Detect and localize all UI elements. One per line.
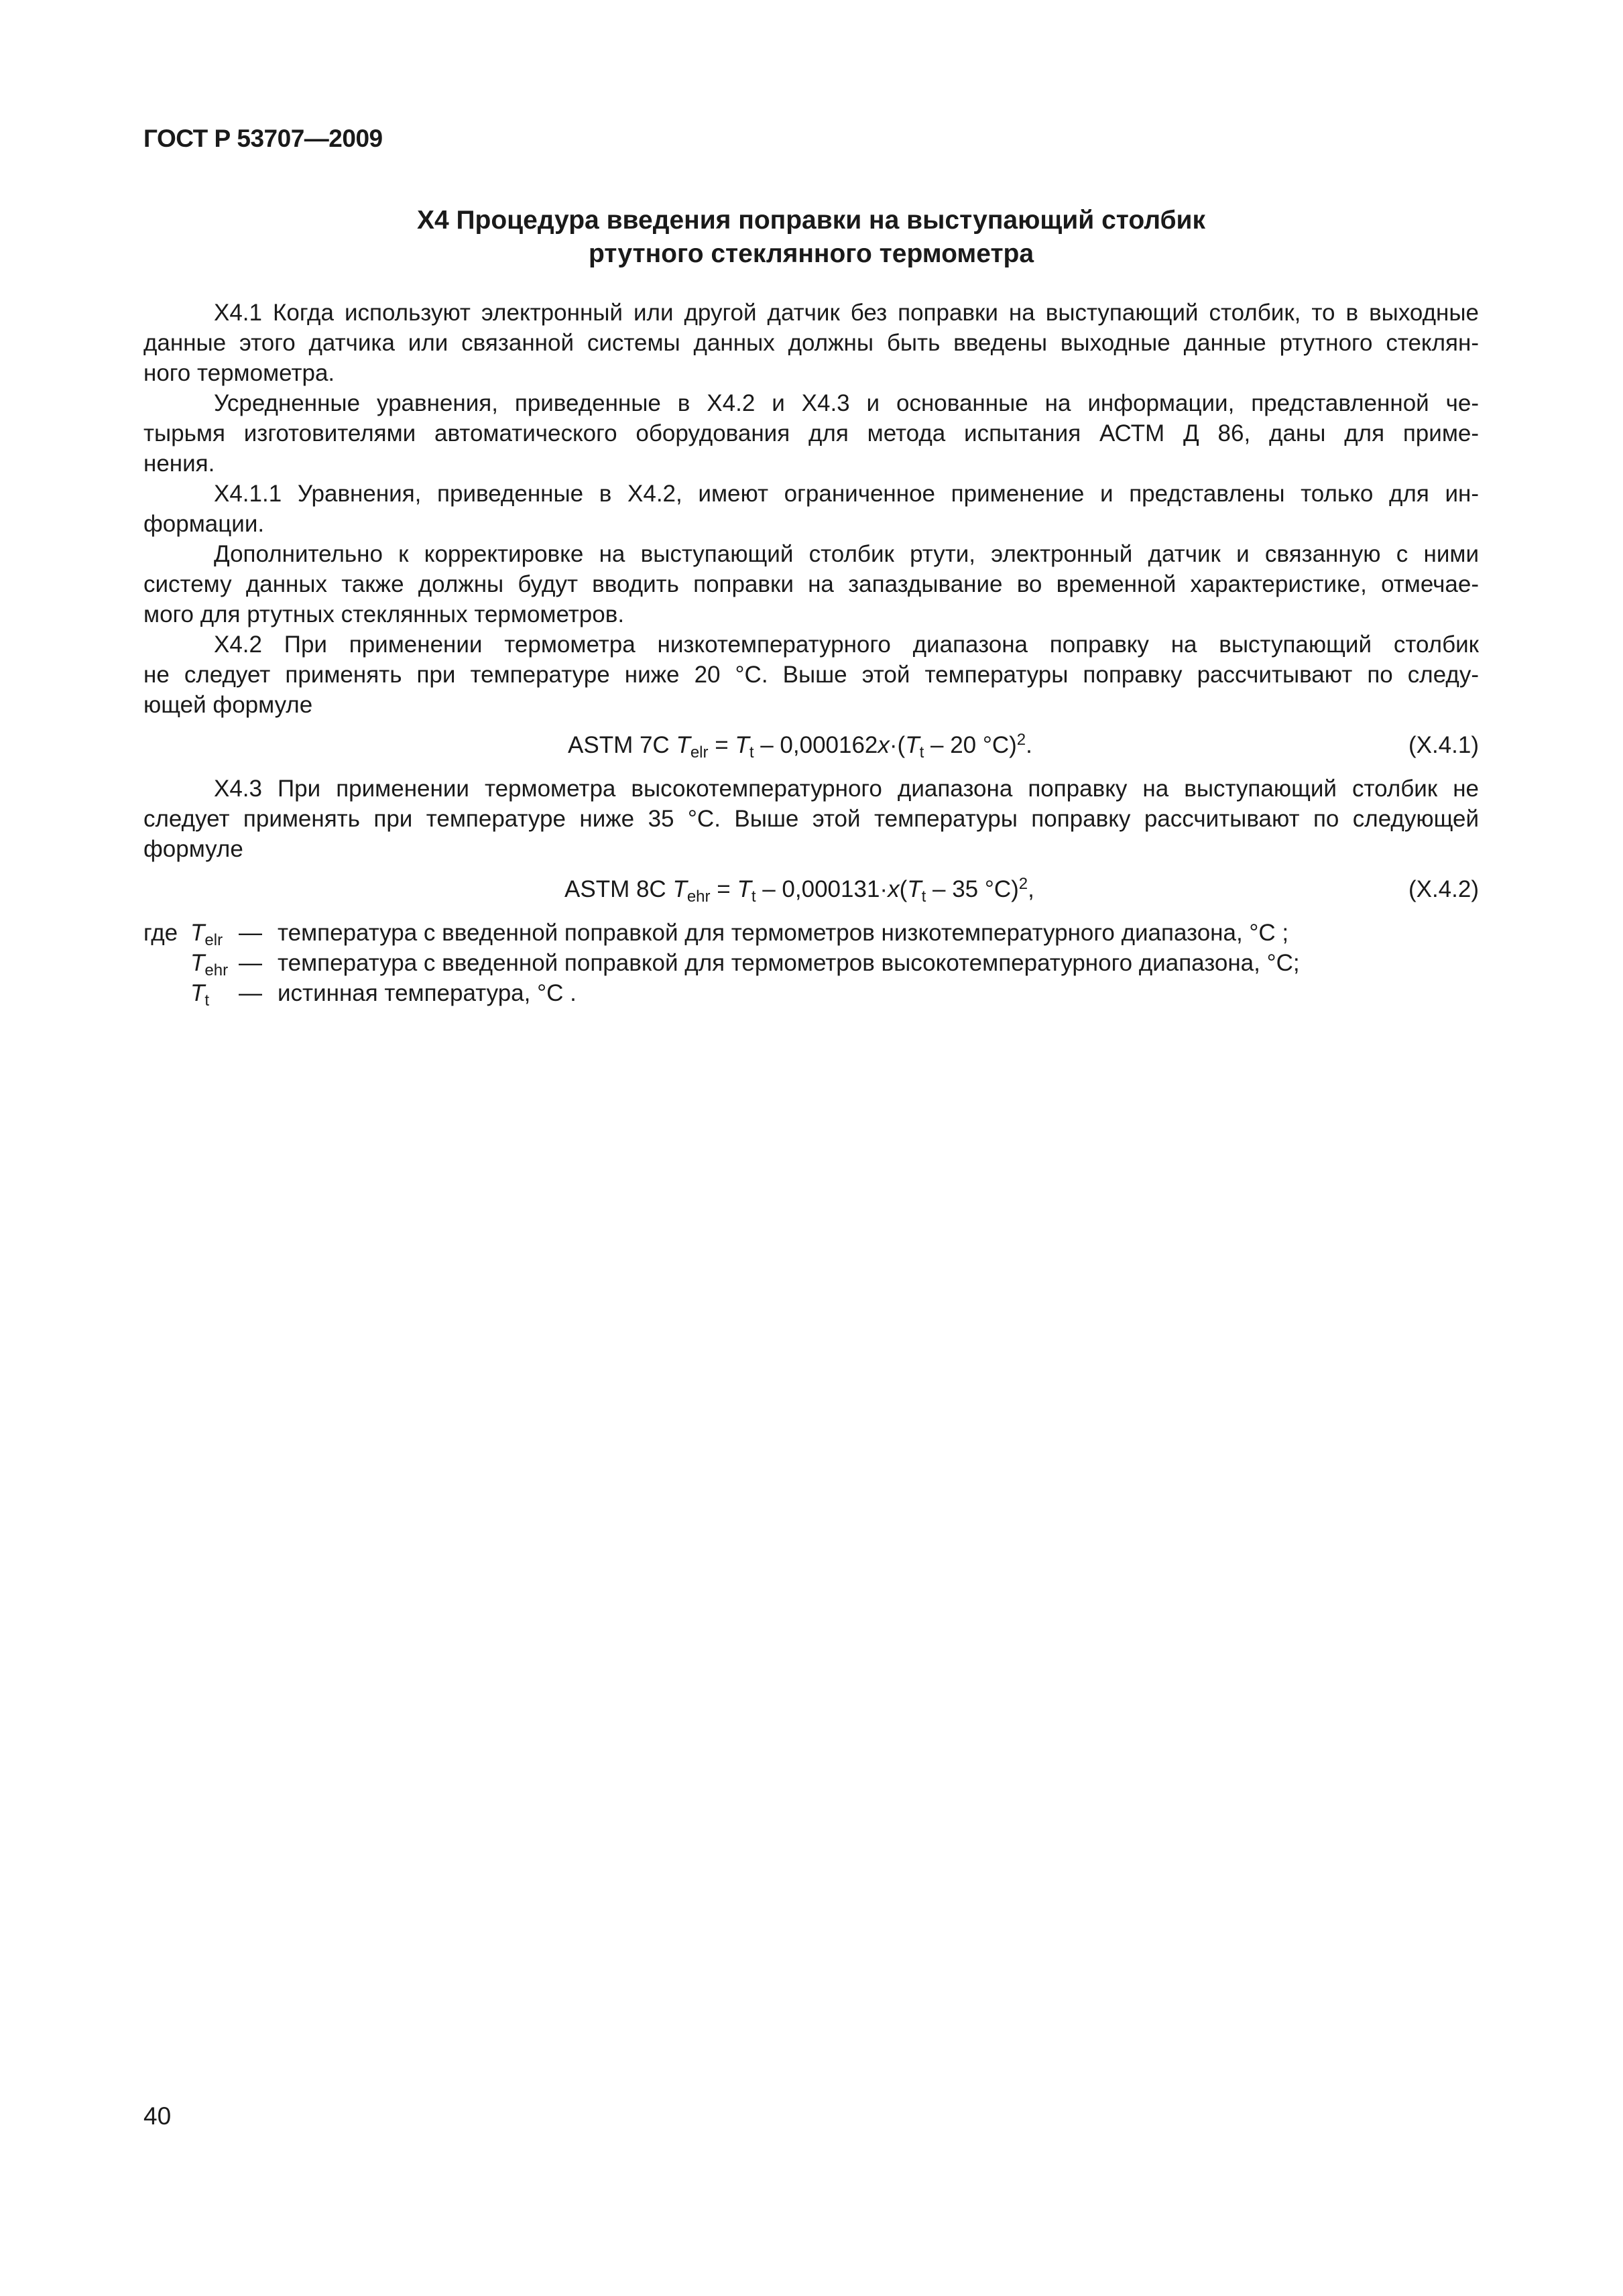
- definition-symbol: $T_{elr}$: [190, 920, 223, 949]
- paragraph-x4-1-1: [143, 479, 1479, 539]
- paragraph-x4-1: [143, 298, 1479, 388]
- definition-text: истинная температура, °С .: [278, 980, 577, 1006]
- definition-symbol: $T_{ehr}$: [190, 950, 229, 979]
- definition-item: [143, 948, 1479, 978]
- paragraph-line: ного термометра.: [143, 360, 335, 386]
- definition-dash: —: [239, 980, 262, 1006]
- definition-item: [143, 978, 1479, 1008]
- standard-header: ГОСТ Р 53707—2009: [143, 125, 383, 152]
- definition-text: температура с введенной поправкой для термометров высокотемпературного диапазона, °С;: [278, 950, 1300, 976]
- paragraph-line: Х4.2 При применении термометра низкотемпературного диапазона поправку на выступающий столбик: [214, 631, 1479, 658]
- paragraph-line: систему данных также должны будут вводить поправки на запаздывание во временной характеристике, отмечае-: [143, 571, 1479, 597]
- formula-x4-2: [143, 869, 1479, 909]
- paragraph-x4-2: [143, 629, 1479, 720]
- paragraph-line: формации.: [143, 511, 265, 537]
- definition-item: [143, 918, 1479, 948]
- paragraph-line: не следует применять при температуре ниже 20 °С. Выше этой температуры поправку рассчитывают по следу-: [143, 662, 1479, 688]
- formula-expression: ASTM 8C $T_{ehr} = T_t - 0,000131\cdot x(T_t - 35$ °C)$^2$,: [564, 875, 1034, 906]
- paragraph-line: Х4.1 Когда используют электронный или другой датчик без поправки на выступающий столбик, то в выходные: [214, 300, 1479, 326]
- paragraph-line: Х4.1.1 Уравнения, приведенные в Х4.2, имеют ограниченное применение и представлены только для ин-: [214, 481, 1479, 507]
- section-title-line2: ртутного стеклянного термометра: [588, 239, 1034, 268]
- definition-text: температура с введенной поправкой для термометров низкотемпературного диапазона, °С ;: [278, 920, 1289, 946]
- paragraph-line: следует применять при температуре ниже 35 °С. Выше этой температуры поправку рассчитывают по следующей: [143, 806, 1479, 832]
- formula-expression: ASTM 7C $T_{elr} = T_t - 0,000162x\cdot(T_t - 20$ °C)$^2$.: [568, 731, 1032, 762]
- paragraph-line: Х4.3 При применении термометра высокотемпературного диапазона поправку на выступающий столбик не: [214, 776, 1479, 802]
- formula-x4-1: [143, 725, 1479, 765]
- definition-symbol: $T_t$: [190, 980, 210, 1010]
- document-body: [143, 298, 1479, 1008]
- paragraph-line: тырьмя изготовителями автоматического оборудования для метода испытания АСТМ Д 86, даны для приме-: [143, 420, 1479, 446]
- paragraph-line: Дополнительно к корректировке на выступающий столбик ртути, электронный датчик и связанную с ними: [214, 541, 1479, 567]
- paragraph-line: нения.: [143, 450, 215, 477]
- paragraph-averaged-equations: [143, 388, 1479, 479]
- paragraph-line: формуле: [143, 836, 243, 862]
- section-title-line1: Х4 Процедура введения поправки на выступающий столбик: [416, 206, 1206, 235]
- page-number: 40: [143, 2102, 172, 2130]
- paragraph-line: мого для ртутных стеклянных термометров.: [143, 601, 625, 627]
- formula-number: (X.4.2): [1408, 876, 1479, 902]
- paragraph-additional-correction: [143, 539, 1479, 629]
- paragraph-line: Усредненные уравнения, приведенные в Х4.2 и Х4.3 и основанные на информации, представленной че-: [214, 390, 1479, 416]
- where-label: где: [143, 920, 178, 946]
- definitions-list: [143, 918, 1479, 1008]
- paragraph-x4-3: [143, 774, 1479, 864]
- definition-dash: —: [239, 950, 262, 976]
- definition-dash: —: [239, 920, 262, 946]
- paragraph-line: данные этого датчика или связанной системы данных должны быть введены выходные данные ртутного стеклян-: [143, 330, 1479, 356]
- formula-number: (X.4.1): [1408, 732, 1479, 758]
- paragraph-line: ющей формуле: [143, 692, 313, 718]
